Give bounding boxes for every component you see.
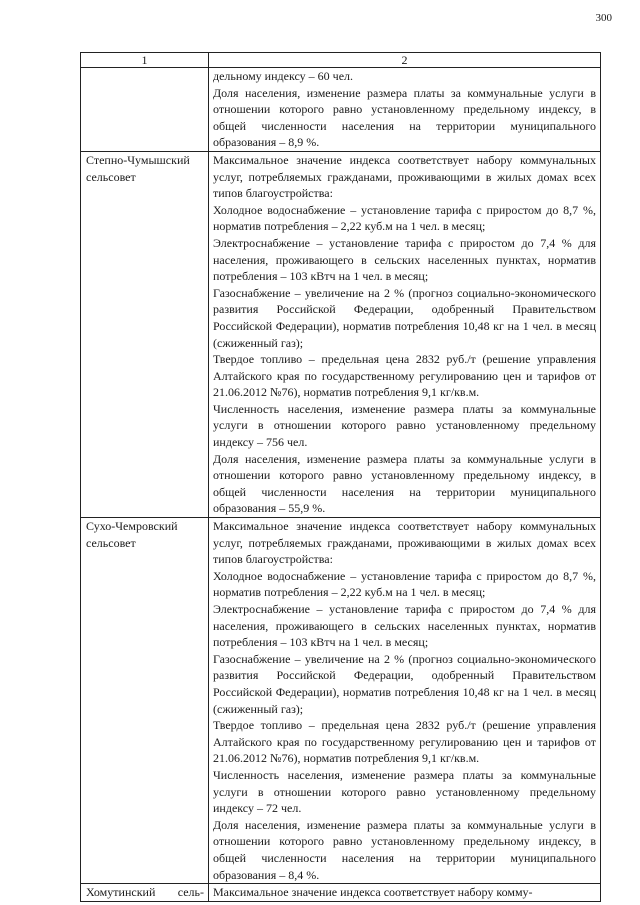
description-cell	[209, 518, 601, 884]
municipality-name-line	[86, 884, 204, 901]
municipality-cell	[81, 151, 209, 517]
description-cell	[209, 68, 601, 152]
paragraph: Максимальное значение индекса соответствует набору коммунальных услуг, потребляемых гражданами, проживающими в жилых домах всех типов благоустройства:	[213, 519, 596, 567]
table-row-khomutinsky	[81, 884, 601, 902]
paragraph: Электроснабжение – установление тарифа с приростом до 7,4 % для населения, проживающего в сельских населенных пунктах, норматив потребления – 103 кВтч на 1 чел. в месяц;	[213, 235, 596, 284]
paragraph: Газоснабжение – увеличение на 2 % (прогноз социально-экономического развития Российской Федерации, одобренный Правительством Российской Федерации), норматив потребления 10,48 кг на 1 чел. в месяц (сжиженный газ);	[213, 651, 596, 716]
municipality-name: Степно-Чумышский	[86, 152, 190, 167]
paragraph: Холодное водоснабжение – установление тарифа с приростом до 8,7 %, норматив потребления – 2,22 куб.м на 1 чел. в месяц;	[213, 202, 596, 234]
municipality-type: сельсовет	[86, 169, 136, 184]
description-cell	[209, 884, 601, 902]
paragraph: Доля населения, изменение размера платы за коммунальные услуги в отношении которого равно установленному предельному индексу, в общей численности населения на территории муниципального образования – 8,9 %.	[213, 85, 596, 150]
paragraph: Электроснабжение – установление тарифа с приростом до 7,4 % для населения, проживающего в сельских населенных пунктах, норматив потребления – 103 кВтч на 1 чел. в месяц;	[213, 602, 596, 650]
description-cell	[209, 151, 601, 517]
paragraph: Максимальное значение индекса соответствует набору комму-	[213, 885, 533, 900]
paragraph: Твердое топливо – предельная цена 2832 руб./т (решение управления Алтайского края по государственному регулированию цен и тарифов от 21.06.2012 №76), норматив потребления 9,1 кг/кв.м.	[213, 352, 596, 400]
table-header-row	[81, 53, 601, 68]
paragraph: Численность населения, изменение размера платы за коммунальные услуги в отношении которого равно установленному предельному индексу – 72 чел.	[213, 767, 596, 816]
municipality-cell	[81, 518, 209, 884]
municipality-cell-empty	[81, 68, 209, 152]
paragraph: Холодное водоснабжение – установление тарифа с приростом до 8,7 %, норматив потребления – 2,22 куб.м на 1 чел. в месяц;	[213, 568, 596, 600]
paragraph: Доля населения, изменение размера платы за коммунальные услуги в отношении которого равно установленному предельному индексу, в общей численности населения на территории муниципального образования – 8,4 %.	[213, 817, 596, 882]
municipality-name: Сухо-Чемровский	[86, 519, 178, 534]
municipality-name: Хомутинский	[86, 885, 156, 900]
paragraph: Численность населения, изменение размера платы за коммунальные услуги в отношении которого равно установленному предельному индексу – 756 чел.	[213, 401, 596, 450]
table-row-continuation	[81, 68, 601, 152]
tariff-index-table	[80, 52, 601, 902]
table-row-sukho-chemrovsky	[81, 518, 601, 884]
municipality-type: сельсовет	[86, 535, 136, 550]
page-number: 300	[595, 12, 612, 24]
paragraph: дельному индексу – 60 чел.	[213, 69, 354, 83]
column-1-header: 1	[81, 53, 209, 68]
paragraph: Газоснабжение – увеличение на 2 % (прогноз социально-экономического развития Российской Федерации, одобренный Правительством Российской Федерации), норматив потребления 10,48 кг на 1 чел. в месяц (сжиженный газ);	[213, 285, 596, 350]
table-row-stepno-chumyshsky	[81, 151, 601, 517]
paragraph: Доля населения, изменение размера платы за коммунальные услуги в отношении которого равно установленному предельному индексу, в общей численности населения на территории муниципального образования – 55,9 %.	[213, 451, 596, 516]
municipality-type-fragment: сель-	[177, 885, 204, 900]
paragraph: Максимальное значение индекса соответствует набору коммунальных услуг, потребляемых гражданами, проживающими в жилых домах всех типов благоустройства:	[213, 152, 596, 201]
paragraph: Твердое топливо – предельная цена 2832 руб./т (решение управления Алтайского края по государственному регулированию цен и тарифов от 21.06.2012 №76), норматив потребления 9,1 кг/кв.м.	[213, 718, 596, 766]
municipality-cell	[81, 884, 209, 902]
column-2-header: 2	[209, 53, 601, 68]
